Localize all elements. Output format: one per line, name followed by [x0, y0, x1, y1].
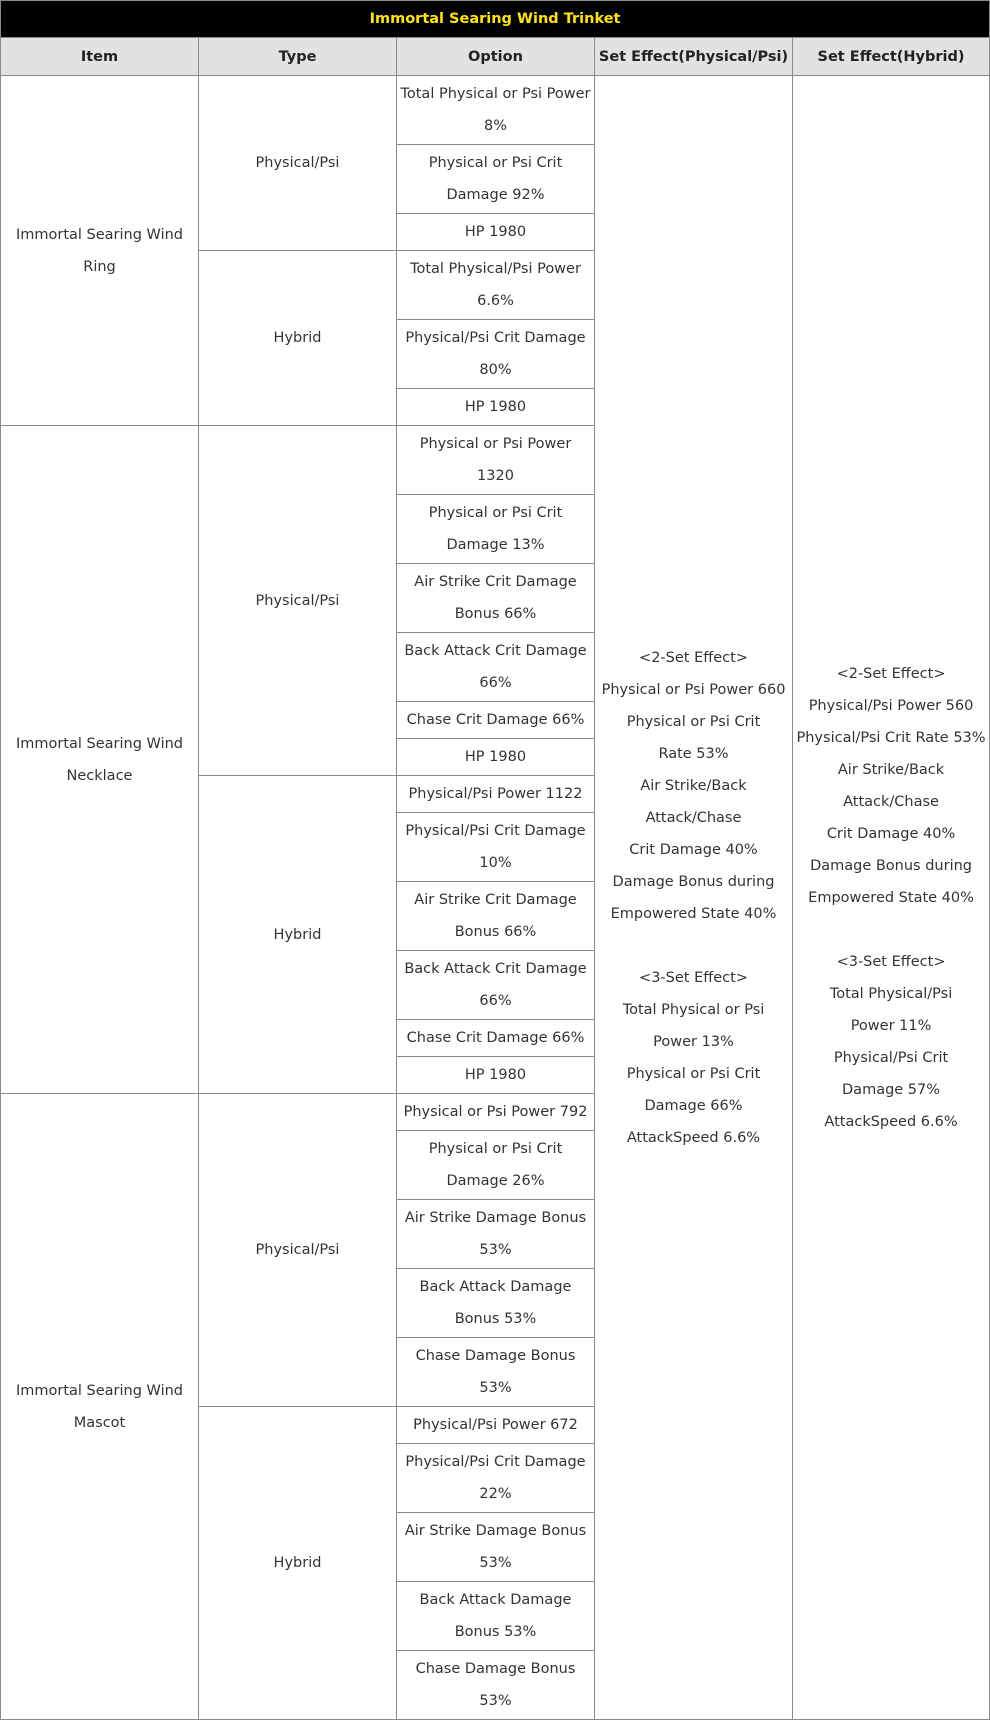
- option-cell: Air Strike Damage Bonus 53%: [397, 1200, 595, 1269]
- header-set-effect-physical: Set Effect(Physical/Psi): [595, 38, 793, 76]
- set-effect-line: Total Physical or Psi: [622, 1001, 765, 1018]
- item-name: Immortal Searing Wind Necklace: [15, 735, 183, 784]
- title-row: [1, 1, 990, 38]
- set-effect-line: AttackSpeed 6.6%: [626, 1129, 761, 1146]
- option-cell: Physical or Psi Crit Damage 92%: [397, 145, 595, 214]
- set-effect-line: <2-Set Effect>: [836, 665, 946, 682]
- type-cell: [199, 76, 397, 251]
- type-cell: [199, 1094, 397, 1407]
- option-cell: Physical/Psi Crit Damage 22%: [397, 1444, 595, 1513]
- set-effect-line: Empowered State 40%: [808, 889, 974, 906]
- set-effect-line: Physical/Psi Power 560: [808, 697, 974, 714]
- option-cell: Back Attack Crit Damage 66%: [397, 951, 595, 1020]
- item-name-cell: [1, 426, 199, 1094]
- option-cell: HP 1980: [397, 389, 595, 426]
- header-option: Option: [397, 38, 595, 76]
- set-effect-line: Physical or Psi Crit: [626, 1065, 761, 1082]
- type-name: Physical/Psi: [255, 1242, 340, 1258]
- option-cell: Total Physical/Psi Power 6.6%: [397, 251, 595, 320]
- table-title: Immortal Searing Wind Trinket: [1, 1, 990, 38]
- set-effect-line: Air Strike/Back: [640, 777, 747, 794]
- option-cell: Air Strike Crit Damage Bonus 66%: [397, 564, 595, 633]
- type-cell: [199, 426, 397, 776]
- set-effect-line: Total Physical/Psi: [829, 985, 953, 1002]
- set-effect-line: Physical or Psi Crit: [626, 713, 761, 730]
- set-effect-line: Power 13%: [653, 1033, 734, 1050]
- type-name: Hybrid: [273, 926, 322, 943]
- option-cell: Physical/Psi Crit Damage 10%: [397, 813, 595, 882]
- option-cell: HP 1980: [397, 214, 595, 251]
- option-cell: Physical or Psi Power 1320: [397, 426, 595, 495]
- option-cell: Chase Crit Damage 66%: [397, 1020, 595, 1057]
- item-name: Immortal Searing Wind Mascot: [15, 1382, 183, 1431]
- set-effect-line: AttackSpeed 6.6%: [824, 1113, 958, 1130]
- set-effect-line: <3-Set Effect>: [836, 953, 946, 970]
- set-effect-hybrid-cell: [793, 76, 990, 1720]
- set-effect-spacer: [796, 914, 986, 946]
- set-effect-line: Damage Bonus during: [810, 857, 972, 874]
- set-effect-line: Physical/Psi Crit: [833, 1049, 949, 1066]
- item-name-cell: [1, 76, 199, 426]
- set-effect-line: Damage Bonus during: [612, 873, 775, 890]
- option-cell: HP 1980: [397, 1057, 595, 1094]
- option-cell: Chase Damage Bonus 53%: [397, 1651, 595, 1720]
- option-cell: Physical or Psi Power 792: [397, 1094, 595, 1131]
- set-effect-line: Physical or Psi Power 660: [601, 681, 786, 698]
- type-name: Physical/Psi: [255, 592, 340, 609]
- option-cell: Air Strike Damage Bonus 53%: [397, 1513, 595, 1582]
- set-effect-physical-cell: [595, 76, 793, 1720]
- set-effect-line: Crit Damage 40%: [826, 825, 956, 842]
- type-cell: [199, 776, 397, 1094]
- option-cell: Chase Crit Damage 66%: [397, 702, 595, 739]
- header-item: Item: [1, 38, 199, 76]
- type-name: Hybrid: [273, 330, 322, 346]
- option-cell: Physical or Psi Crit Damage 26%: [397, 1131, 595, 1200]
- set-effect-line: Air Strike/Back: [837, 761, 945, 778]
- set-effect-line: Physical/Psi Crit Rate 53%: [796, 729, 986, 746]
- set-effect-line: <3-Set Effect>: [639, 969, 748, 986]
- header-row: [1, 38, 990, 76]
- option-cell: Chase Damage Bonus 53%: [397, 1338, 595, 1407]
- type-cell: [199, 1407, 397, 1720]
- set-effect-line: Empowered State 40%: [610, 905, 777, 922]
- option-cell: Back Attack Damage Bonus 53%: [397, 1582, 595, 1651]
- set-effect-line: <2-Set Effect>: [639, 649, 748, 666]
- option-cell: Physical/Psi Power 672: [397, 1407, 595, 1444]
- type-name: Hybrid: [273, 1555, 322, 1571]
- option-cell: Back Attack Damage Bonus 53%: [397, 1269, 595, 1338]
- type-cell: [199, 251, 397, 426]
- set-effect-line: Rate 53%: [658, 745, 729, 762]
- header-type: Type: [199, 38, 397, 76]
- option-cell: HP 1980: [397, 739, 595, 776]
- table-row: [1, 76, 990, 145]
- item-name: Immortal Searing Wind Ring: [15, 226, 183, 275]
- set-effect-line: Attack/Chase: [645, 809, 742, 826]
- option-cell: Total Physical or Psi Power 8%: [397, 76, 595, 145]
- option-cell: Back Attack Crit Damage 66%: [397, 633, 595, 702]
- set-effect-spacer: [598, 930, 789, 962]
- option-cell: Air Strike Crit Damage Bonus 66%: [397, 882, 595, 951]
- header-set-effect-hybrid: Set Effect(Hybrid): [793, 38, 990, 76]
- set-effect-line: Damage 66%: [644, 1097, 743, 1114]
- option-cell: Physical/Psi Power 1122: [397, 776, 595, 813]
- set-effect-line: Crit Damage 40%: [629, 841, 758, 858]
- set-effect-line: Attack/Chase: [843, 793, 939, 810]
- option-cell: Physical or Psi Crit Damage 13%: [397, 495, 595, 564]
- set-effect-line: Power 11%: [850, 1017, 932, 1034]
- type-name: Physical/Psi: [255, 155, 340, 171]
- set-effect-line: Damage 57%: [842, 1081, 941, 1098]
- option-cell: Physical/Psi Crit Damage 80%: [397, 320, 595, 389]
- item-name-cell: [1, 1094, 199, 1720]
